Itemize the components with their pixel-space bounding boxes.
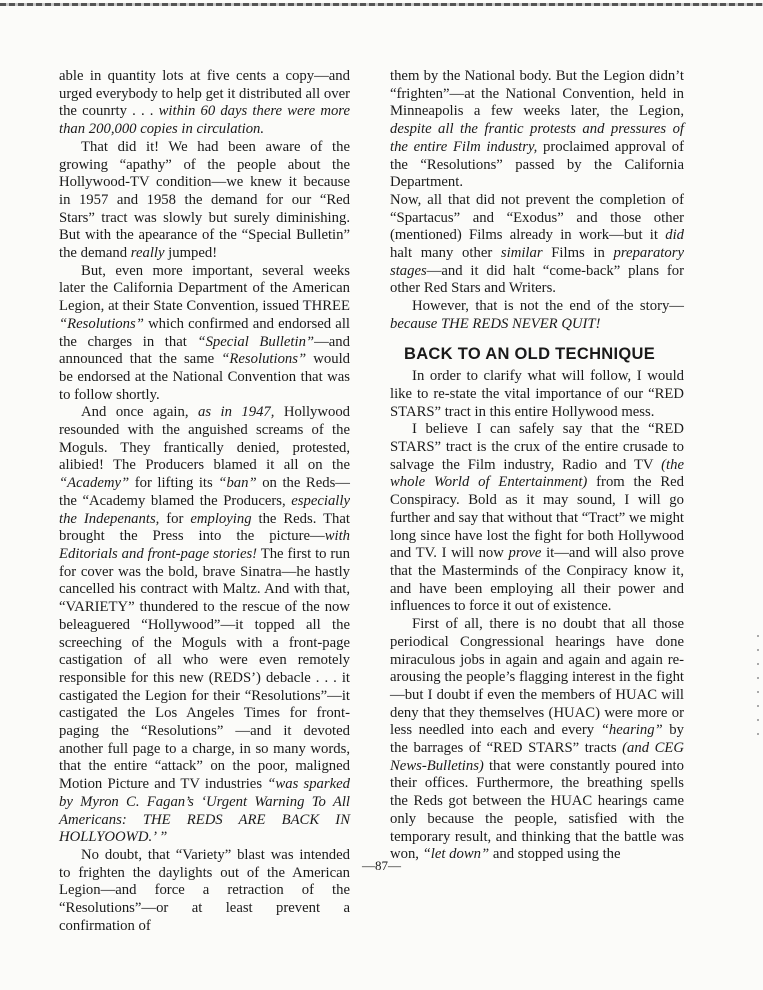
italic-text: as in 1947,	[197, 404, 275, 421]
italic-text: within 60 days there were more than 200,000 copies in circulation.	[59, 103, 350, 138]
text-run: and stopped using the	[489, 846, 621, 863]
text-run: In order to clarify what will follow, I would like to re-state the vital importance of our “RED STARS” tract in this entire Hollywood mess.	[390, 368, 684, 420]
text-run: them by the National body. But the Legion didn’t “frighten”—at the National Convention, held in Minneapolis a few weeks later, the Legion,	[390, 68, 684, 120]
italic-text: “Resolutions”	[221, 351, 307, 368]
text-run: the Reds. That brought the Press into the picture—	[59, 510, 350, 545]
text-run: would be endorsed at the National Convention that was to follow shortly.	[59, 351, 350, 403]
text-run: jumped!	[164, 245, 218, 262]
text-run: But, even more important, several weeks later the California Department of the American Legion, at their State Convention, issued THREE	[59, 262, 350, 315]
text-run: —and it did halt “come-back” plans for other Red Stars and Writers.	[390, 262, 684, 297]
text-run: for lifting its	[129, 475, 219, 492]
text-run: from the Red Conspiracy. Bold as it may sound, I will go further and say that without that “Tract” we might long since have lost the fight for both Hollywood and TV. I will now	[390, 474, 684, 562]
paragraph	[390, 192, 684, 298]
paragraph	[59, 404, 350, 847]
right-column	[390, 68, 684, 864]
page-number: —87—	[362, 858, 401, 873]
paragraph	[59, 68, 350, 139]
text-run: —and announced that the same	[59, 333, 350, 368]
text-run: that were constantly poured into their offices. Furthermore, the breathing spells the Reds got between the HUAC hearings came only because the people, satisfied with the temporary result, and thinking that the battle was won,	[390, 757, 684, 863]
text-run: halt many other	[390, 245, 501, 262]
text-run: That did it! We had been aware of the growing “apathy” of the people about the Hollywood-TV condition—we knew it because in 1957 and 1958 the demand for our “Red Stars” tract was slowly but surely diminishing. But with the apearance of the “Special Bulletin” the demand	[59, 138, 350, 262]
paragraph	[390, 368, 684, 421]
paragraph	[59, 139, 350, 263]
text-run: The first to run for cover was the bold, brave Sinatra—he hastly cancelled his contract with Maltz. And with that, “VARIETY” thundered to the rescue of the now beleaguered “Hollywood”—it topped all the screeching of the Moguls with a front-page castigation of all who were even remotely responsible for this new (REDS’) debacle . . . it castigated the Legion for their “Resolutions”—it castigated the Los Angeles Times for front-paging the “Resolutions” —and it devoted another full page to a charge, in so many words, that the entire “attack” on the poor, maligned Motion Picture and TV industries	[59, 545, 350, 793]
text-run: able in quantity lots at five cents a copy—and urged everybody to help get it distributed all over the counrty . . .	[59, 68, 350, 120]
italic-text: “Resolutions”	[59, 315, 144, 332]
text-run: on the Reds—the “Academy blamed the Producers,	[59, 475, 350, 509]
text-run: which confirmed and endorsed all the charges in that	[59, 315, 350, 350]
paragraph	[390, 421, 684, 616]
paragraph	[59, 263, 350, 405]
margin-marks	[757, 635, 759, 745]
italic-text: prove	[508, 545, 542, 562]
paragraph	[390, 616, 684, 864]
italic-text: “Academy”	[59, 475, 130, 492]
text-run: for	[159, 510, 191, 527]
italic-text: (and CEG News-Bulletins)	[390, 740, 684, 774]
italic-text: “hearing”	[600, 722, 663, 739]
italic-text: really	[130, 245, 165, 262]
text-run: I believe I can safely say that the “RED STARS” tract is the crux of the entire crusade to salvage the Film industry, Radio and TV	[390, 421, 684, 473]
paragraph	[390, 68, 684, 192]
text-run: proclaimed approval of the “Resolutions” passed by the California Department.	[390, 138, 684, 191]
italic-text: because THE REDS NEVER QUIT!	[390, 315, 601, 332]
section-heading: BACK TO AN OLD TECHNIQUE	[404, 344, 656, 363]
italic-text: with Editorials and front-page stories!	[59, 528, 350, 562]
italic-text: preparatory stages	[390, 245, 684, 279]
italic-text: similar	[500, 245, 543, 262]
italic-text: despite all the frantic protests and pressures of the entire Film industry,	[390, 121, 684, 155]
text-run: Now, all that did not prevent the completion of “Spartacus” and “Exodus” and those other (mentioned) Films already in work—but it	[390, 191, 684, 244]
left-column	[59, 68, 350, 935]
italic-text: “let down”	[422, 846, 490, 863]
italic-text: (the whole World of Entertainment)	[390, 456, 684, 491]
italic-text: “ban”	[218, 475, 257, 492]
text-run: Films in	[542, 245, 614, 262]
text-run: by the barrages of “RED STARS” tracts	[390, 722, 684, 757]
italic-text: employing	[190, 510, 252, 527]
italic-text: especially the Indepenants,	[59, 492, 350, 527]
text-run: it—and will also prove that the Masterminds of the Conpiracy know it, and have been employing all their power and influences to force it out of existence.	[390, 545, 684, 615]
text-run: However, that is not the end of the story—	[412, 298, 684, 315]
text-run: And once again,	[81, 404, 198, 421]
top-border	[0, 3, 763, 6]
text-run: Hollywood resounded with the anguished screams of the Moguls. They frantically denied, protested, alibied! The Producers blamed it all on the	[59, 404, 351, 474]
text-run: First of all, there is no doubt that all those periodical Congressional hearings have done miraculous jobs in again and again and again re-arousing the people’s flagging interest in the fight—but I doubt if even the members of HUAC will deny that they themselves (HUAC) were more or less needled into each and every	[390, 616, 684, 739]
italic-text: did	[665, 227, 684, 244]
text-run: No doubt, that “Variety” blast was intended to frighten the daylights out of the American Legion—and force a retraction of the “Resolutions”—or at least prevent a confirmation of	[59, 846, 350, 934]
italic-text: “was sparked by Myron C. Fagan’s ‘Urgent Warning To All Americans: THE REDS ARE BACK IN HOLLYOOWD.’ ”	[59, 776, 350, 846]
paragraph	[390, 298, 684, 333]
italic-text: “Special Bulletin”	[197, 333, 315, 350]
